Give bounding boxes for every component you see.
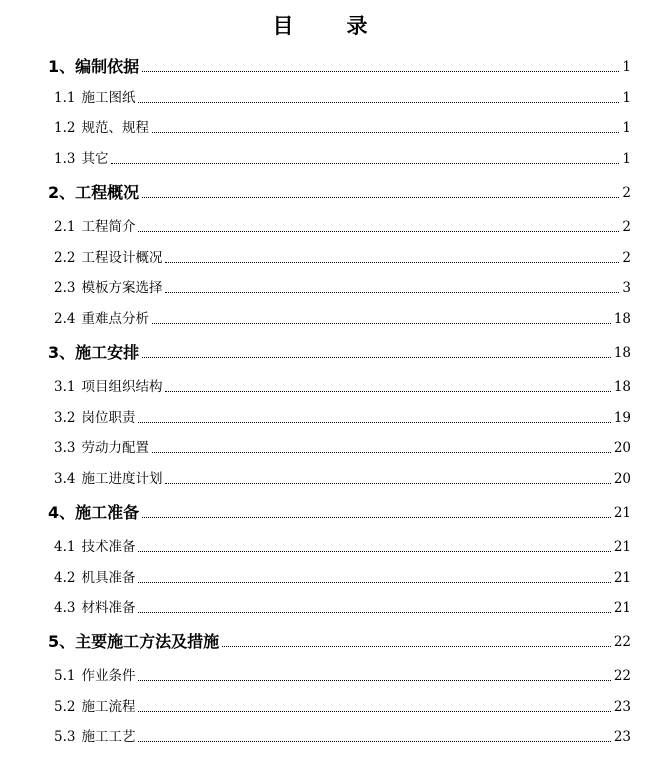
toc-page-number: 18 <box>613 345 631 361</box>
toc-page-number: 23 <box>613 729 631 745</box>
toc-subsection-2-4[interactable] <box>54 306 631 328</box>
toc-page-number: 1 <box>622 90 631 106</box>
toc-page-number: 21 <box>613 600 631 616</box>
toc-subsection-4-3[interactable] <box>54 595 631 617</box>
toc-section-1[interactable] <box>48 54 631 76</box>
dot-leader <box>138 711 610 712</box>
dot-leader <box>142 517 611 518</box>
toc-entry-title: 3.2 岗位职责 <box>54 410 136 426</box>
toc-page-number: 2 <box>622 185 631 201</box>
dot-leader <box>222 646 611 647</box>
toc-subsection-2-2[interactable] <box>54 245 631 267</box>
toc-page-number: 20 <box>613 440 631 456</box>
dot-leader <box>111 163 619 164</box>
toc-entry-title: 5.2 施工流程 <box>54 699 136 715</box>
toc-entry-title: 2、工程概况 <box>48 183 140 202</box>
toc-page-number: 2 <box>622 250 631 266</box>
toc-page-number: 1 <box>622 120 631 136</box>
toc-entry-title: 5、主要施工方法及措施 <box>48 632 220 651</box>
toc-page-number: 22 <box>613 668 631 684</box>
toc-page-number: 19 <box>613 410 631 426</box>
toc-subsection-3-1[interactable] <box>54 374 631 396</box>
toc-entry-title: 4.2 机具准备 <box>54 570 136 586</box>
toc-page-number: 21 <box>613 539 631 555</box>
toc-page-number: 1 <box>622 59 631 75</box>
toc-entry-title: 1.3 其它 <box>54 151 109 167</box>
toc-section-5[interactable] <box>48 629 631 651</box>
dot-leader <box>138 551 610 552</box>
toc-subsection-2-3[interactable] <box>54 275 631 297</box>
toc-page-number: 3 <box>622 280 631 296</box>
toc-subsection-3-4[interactable] <box>54 466 631 488</box>
dot-leader <box>138 422 610 423</box>
dot-leader <box>138 612 610 613</box>
dot-leader <box>138 102 619 103</box>
toc-entry-title: 2.3 模板方案选择 <box>54 280 163 296</box>
toc-subsection-2-1[interactable] <box>54 214 631 236</box>
toc-page-number: 20 <box>613 471 631 487</box>
toc-entry-title: 3.1 项目组织结构 <box>54 379 163 395</box>
dot-leader <box>138 582 610 583</box>
toc-subsection-5-2[interactable] <box>54 694 631 716</box>
toc-subsection-1-2[interactable] <box>54 115 631 137</box>
dot-leader <box>152 323 611 324</box>
toc-subsection-5-3[interactable] <box>54 724 631 746</box>
dot-leader <box>142 197 619 198</box>
toc-entry-title: 3、施工安排 <box>48 343 140 362</box>
toc-section-3[interactable] <box>48 340 631 362</box>
toc-entry-title: 3.4 施工进度计划 <box>54 471 163 487</box>
toc-page-number: 22 <box>613 634 631 650</box>
toc-entry-title: 1.1 施工图纸 <box>54 90 136 106</box>
toc-page-number: 2 <box>622 219 631 235</box>
toc-subsection-4-1[interactable] <box>54 534 631 556</box>
toc-entry-title: 2.2 工程设计概况 <box>54 250 163 266</box>
dot-leader <box>165 262 619 263</box>
dot-leader <box>152 132 619 133</box>
toc-entry-title: 1、编制依据 <box>48 57 140 76</box>
toc-subsection-1-3[interactable] <box>54 146 631 168</box>
toc-section-2[interactable] <box>48 180 631 202</box>
toc-page-number: 18 <box>613 311 631 327</box>
dot-leader <box>165 391 610 392</box>
toc-subsection-5-1[interactable] <box>54 663 631 685</box>
dot-leader <box>142 71 619 72</box>
dot-leader <box>152 452 611 453</box>
toc-entry-title: 5.1 作业条件 <box>54 668 136 684</box>
dot-leader <box>138 231 619 232</box>
toc-page-number: 1 <box>622 151 631 167</box>
page-title: 目 录 <box>272 14 384 38</box>
toc-subsection-3-2[interactable] <box>54 405 631 427</box>
toc-entry-title: 5.3 施工工艺 <box>54 729 136 745</box>
toc-entry-title: 4.1 技术准备 <box>54 539 136 555</box>
toc-entry-title: 4.3 材料准备 <box>54 600 136 616</box>
toc-section-4[interactable] <box>48 500 631 522</box>
toc-entry-title: 2.4 重难点分析 <box>54 311 149 327</box>
dot-leader <box>165 483 610 484</box>
toc-subsection-3-3[interactable] <box>54 435 631 457</box>
toc-entry-title: 3.3 劳动力配置 <box>54 440 149 456</box>
toc-page-number: 21 <box>613 505 631 521</box>
dot-leader <box>138 741 610 742</box>
toc-page-number: 18 <box>613 379 631 395</box>
toc-page-number: 21 <box>613 570 631 586</box>
toc-page-number: 23 <box>613 699 631 715</box>
dot-leader <box>138 680 610 681</box>
dot-leader <box>142 357 611 358</box>
toc-entry-title: 2.1 工程简介 <box>54 219 136 235</box>
toc-subsection-1-1[interactable] <box>54 85 631 107</box>
toc-subsection-4-2[interactable] <box>54 565 631 587</box>
toc-entry-title: 1.2 规范、规程 <box>54 120 149 136</box>
toc-entry-title: 4、施工准备 <box>48 503 140 522</box>
dot-leader <box>165 292 619 293</box>
